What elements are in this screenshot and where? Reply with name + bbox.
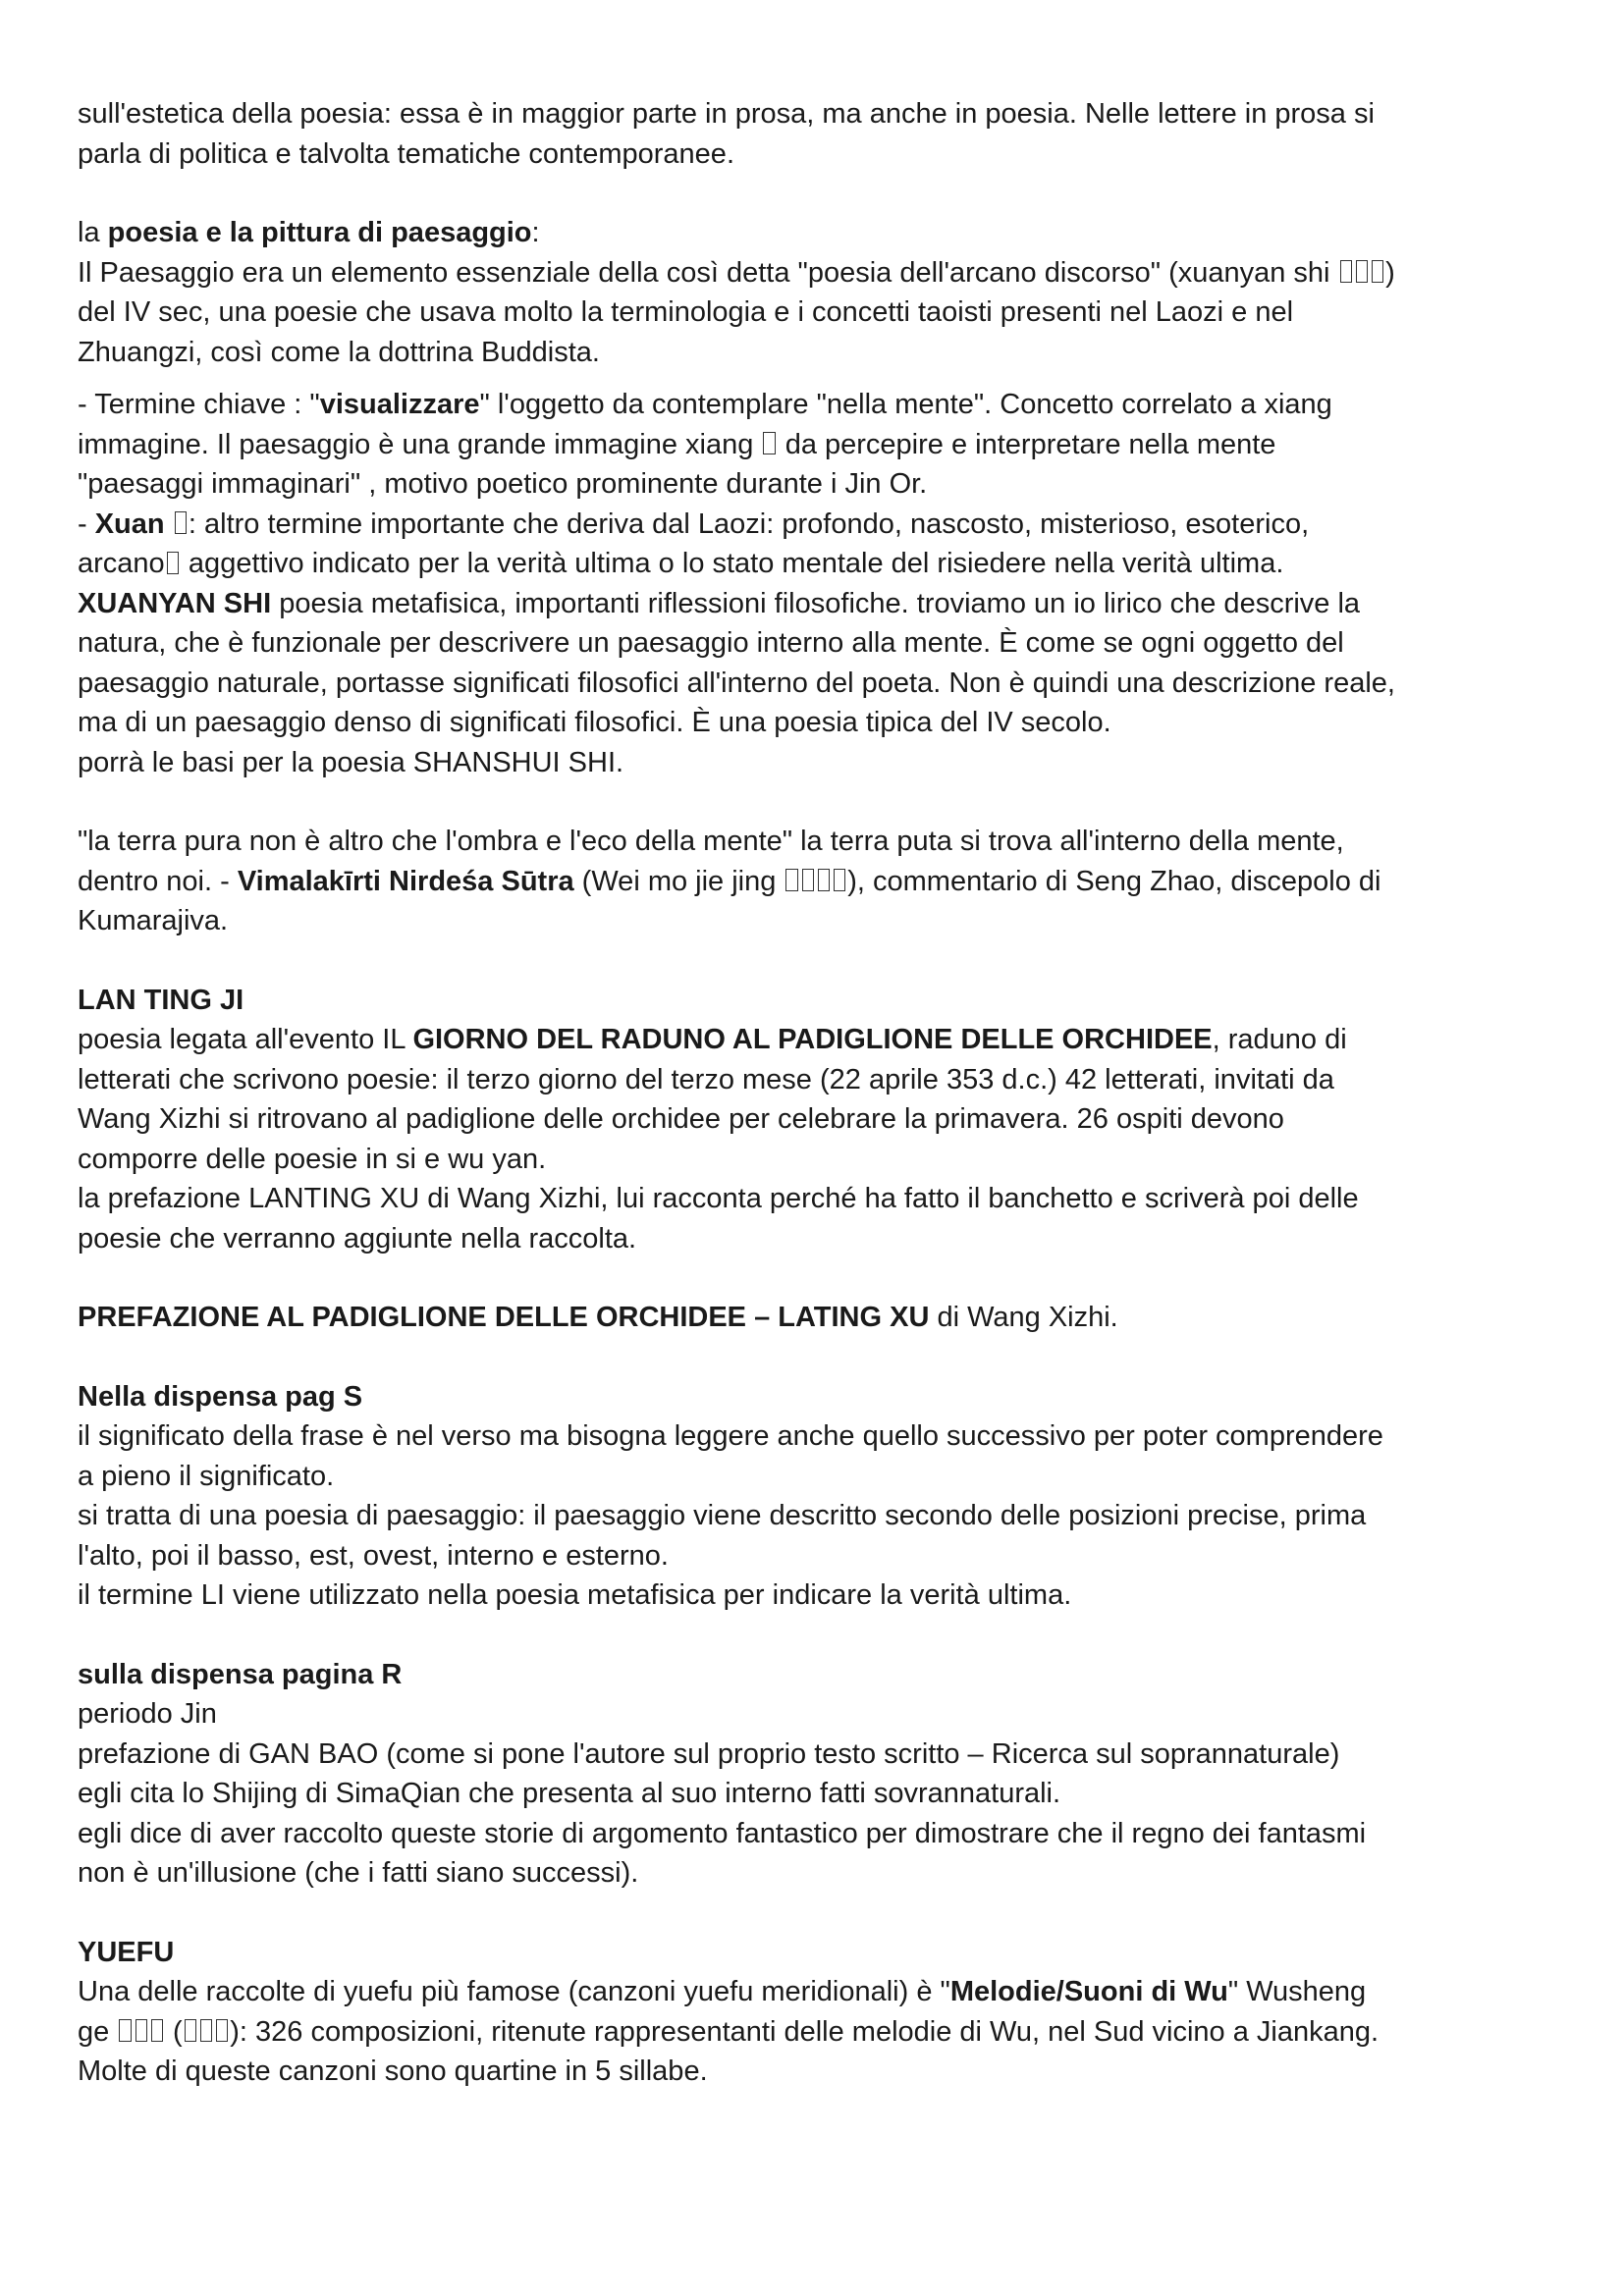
text-span: la (78, 217, 108, 248)
text-line: il termine LI viene utilizzato nella poesia metafisica per indicare la verità ultima. (78, 1579, 1072, 1611)
text-span: ) (1385, 256, 1395, 289)
text-line (78, 862, 1550, 902)
missing-glyph (1340, 260, 1352, 283)
text-span: arcano (78, 548, 165, 579)
sutra-title: Vimalakīrti Nirdeśa Sūtra (237, 865, 574, 897)
text-span: poesia metafisica, importanti riflessioni filosofiche. troviamo un io lirico che descrive la (271, 587, 1361, 619)
missing-glyph (1372, 260, 1383, 283)
heading-text: YUEFU (78, 1936, 175, 1968)
text-line: si tratta di una poesia di paesaggio: il paesaggio viene descritto secondo delle posizioni precise, prima (78, 1500, 1367, 1531)
missing-glyph (763, 432, 775, 454)
text-line: poesie che verranno aggiunte nella raccolta. (78, 1222, 637, 1255)
missing-glyph (175, 511, 187, 534)
text-line (78, 1972, 1550, 2012)
text-line: letterati che scrivono poesie: il terzo giorno del terzo mese (22 aprile 353 d.c.) 42 letterati, invitati da (78, 1063, 1334, 1095)
text-line: Zhuangzi, così come la dottrina Buddista. (78, 336, 600, 368)
text-span: immagine. Il paesaggio è una grande immagine xiang (78, 428, 762, 460)
text-line: il significato della frase è nel verso ma bisogna leggere anche quello successivo per poter comprendere (78, 1420, 1383, 1452)
text-line: Molte di queste canzoni sono quartine in 5 sillabe. (78, 2056, 708, 2087)
missing-glyph (785, 869, 797, 891)
section-heading (78, 981, 1550, 1021)
paragraph-dispensa-s (78, 1377, 1550, 1616)
missing-glyph (834, 869, 845, 891)
key-term: XUANYAN SHI (78, 587, 272, 619)
text-span: ), commentario di Seng Zhao, discepolo di (847, 865, 1381, 897)
text-line (78, 505, 1550, 545)
text-line (78, 425, 1550, 465)
text-span: Una delle raccolte di yuefu più famose (canzoni yuefu meridionali) è " (78, 1976, 950, 2007)
text-line: prefazione di GAN BAO (come si pone l'autore sul proprio testo scritto – Ricerca sul soprannaturale) (78, 1737, 1340, 1770)
text-line: porrà le basi per la poesia SHANSHUI SHI. (78, 746, 624, 778)
text-line: del IV sec, una poesie che usava molto la terminologia e i concetti taoisti presenti nel Laozi e nel (78, 296, 1294, 328)
key-term: Xuan (94, 507, 173, 540)
text-line (78, 213, 1550, 253)
key-term: Melodie/Suoni di Wu (949, 1976, 1228, 2007)
text-span: - Termine chiave : " (78, 389, 320, 420)
text-span: " Wusheng (1227, 1976, 1367, 2007)
text-span: , raduno di (1212, 1024, 1347, 1055)
paragraph-preface (78, 1298, 1550, 1338)
text-line: Kumarajiva. (78, 905, 229, 936)
text-line: la prefazione LANTING XU di Wang Xizhi, lui racconta perché ha fatto il banchetto e scriverà poi delle (78, 1183, 1359, 1214)
section-heading (78, 1933, 1550, 1973)
text-span: : (531, 217, 540, 248)
text-span: : altro termine importante che deriva dal Laozi: profondo, nascosto, misterioso, esoterico, (188, 507, 1310, 540)
section-heading (78, 1377, 1550, 1417)
heading-text: Nella dispensa pag S (78, 1380, 363, 1413)
paragraph-pure-land (78, 822, 1550, 941)
text-line (78, 1020, 1550, 1060)
section-heading (78, 1655, 1550, 1695)
text-line: parla di politica e talvolta tematiche contemporanee. (78, 137, 734, 170)
text-line: non è un'illusione (che i fatti siano successi). (78, 1857, 639, 1889)
missing-glyph (185, 2019, 196, 2042)
text-line: egli dice di aver raccolto queste storie di argomento fantastico per dimostrare che il regno dei fantasmi (78, 1817, 1367, 1849)
text-line: paesaggio naturale, portasse significati filosofici all'interno del poeta. Non è quindi una descrizione reale, (78, 667, 1395, 699)
missing-glyph (802, 869, 814, 891)
text-span: - (78, 507, 95, 540)
paragraph-landscape-poetry (78, 213, 1550, 372)
text-line: "paesaggi immaginari" , motivo poetico prominente durante i Jin Or. (78, 468, 928, 500)
text-span: ): 326 composizioni, ritenute rappresentanti delle melodie di Wu, nel Sud vicino a Jiankang. (230, 2015, 1380, 2048)
paragraph-dispensa-r (78, 1655, 1550, 1894)
missing-glyph (151, 2019, 163, 2042)
paragraph-lan-ting-ji (78, 981, 1550, 1259)
missing-glyph (818, 869, 830, 891)
text-line: l'alto, poi il basso, est, ovest, interno e esterno. (78, 1539, 669, 1572)
text-line: a pieno il significato. (78, 1460, 335, 1492)
missing-glyph (216, 2019, 228, 2042)
text-span: " l'oggetto da contemplare "nella mente". Concetto correlato a xiang (479, 389, 1332, 420)
text-line: Wang Xizhi si ritrovano al padiglione delle orchidee per celebrare la primavera. 26 ospiti devono (78, 1103, 1284, 1135)
text-span: aggettivo indicato per la verità ultima o lo stato mentale del risiedere nella verità ultima. (180, 548, 1284, 579)
text-line (78, 584, 1550, 624)
key-term: GIORNO DEL RADUNO AL PADIGLIONE DELLE ORCHIDEE (412, 1024, 1213, 1055)
text-line (78, 2012, 1550, 2053)
missing-glyph (1356, 260, 1368, 283)
missing-glyph (167, 552, 179, 574)
text-line (78, 1298, 1550, 1338)
missing-glyph (200, 2019, 212, 2042)
text-span: (Wei mo jie jing (573, 865, 784, 897)
key-term: visualizzare (319, 389, 480, 420)
text-span: dentro noi. - (78, 865, 238, 897)
text-span: ge (78, 2015, 118, 2048)
text-line: natura, che è funzionale per descrivere un paesaggio interno alla mente. È come se ogni oggetto del (78, 627, 1344, 659)
text-span: da percepire e interpretare nella mente (777, 428, 1276, 460)
section-heading: poesia e la pittura di paesaggio (107, 217, 532, 248)
text-span: Il Paesaggio era un elemento essenziale della così detta "poesia dell'arcano discorso" (xuanyan shi (78, 256, 1338, 289)
heading-text: LAN TING JI (78, 984, 244, 1016)
document-body (78, 94, 1550, 2092)
missing-glyph (135, 2019, 147, 2042)
paragraph-intro (78, 94, 1550, 174)
text-line: egli cita lo Shijing di SimaQian che presenta al suo interno fatti sovrannaturali. (78, 1778, 1061, 1809)
text-line: "la terra pura non è altro che l'ombra e l'eco della mente" la terra puta si trova all'interno della mente, (78, 826, 1344, 857)
paragraph-key-terms (78, 385, 1550, 782)
text-line: ma di un paesaggio denso di significati filosofici. È una poesia tipica del IV secolo. (78, 707, 1111, 738)
paragraph-yuefu (78, 1933, 1550, 2092)
key-term: PREFAZIONE AL PADIGLIONE DELLE ORCHIDEE – LATING XU (78, 1302, 930, 1333)
text-span: ( (164, 2015, 183, 2048)
text-line (78, 544, 1550, 584)
text-span: di Wang Xizhi. (929, 1302, 1118, 1333)
text-line: periodo Jin (78, 1698, 217, 1730)
text-line: comporre delle poesie in si e wu yan. (78, 1143, 547, 1175)
text-line (78, 253, 1550, 294)
text-line (78, 385, 1550, 425)
text-span: poesia legata all'evento IL (78, 1024, 413, 1055)
text-line: sull'estetica della poesia: essa è in maggior parte in prosa, ma anche in poesia. Nelle lettere in prosa si (78, 98, 1375, 130)
heading-text: sulla dispensa pagina R (78, 1658, 403, 1690)
missing-glyph (119, 2019, 131, 2042)
